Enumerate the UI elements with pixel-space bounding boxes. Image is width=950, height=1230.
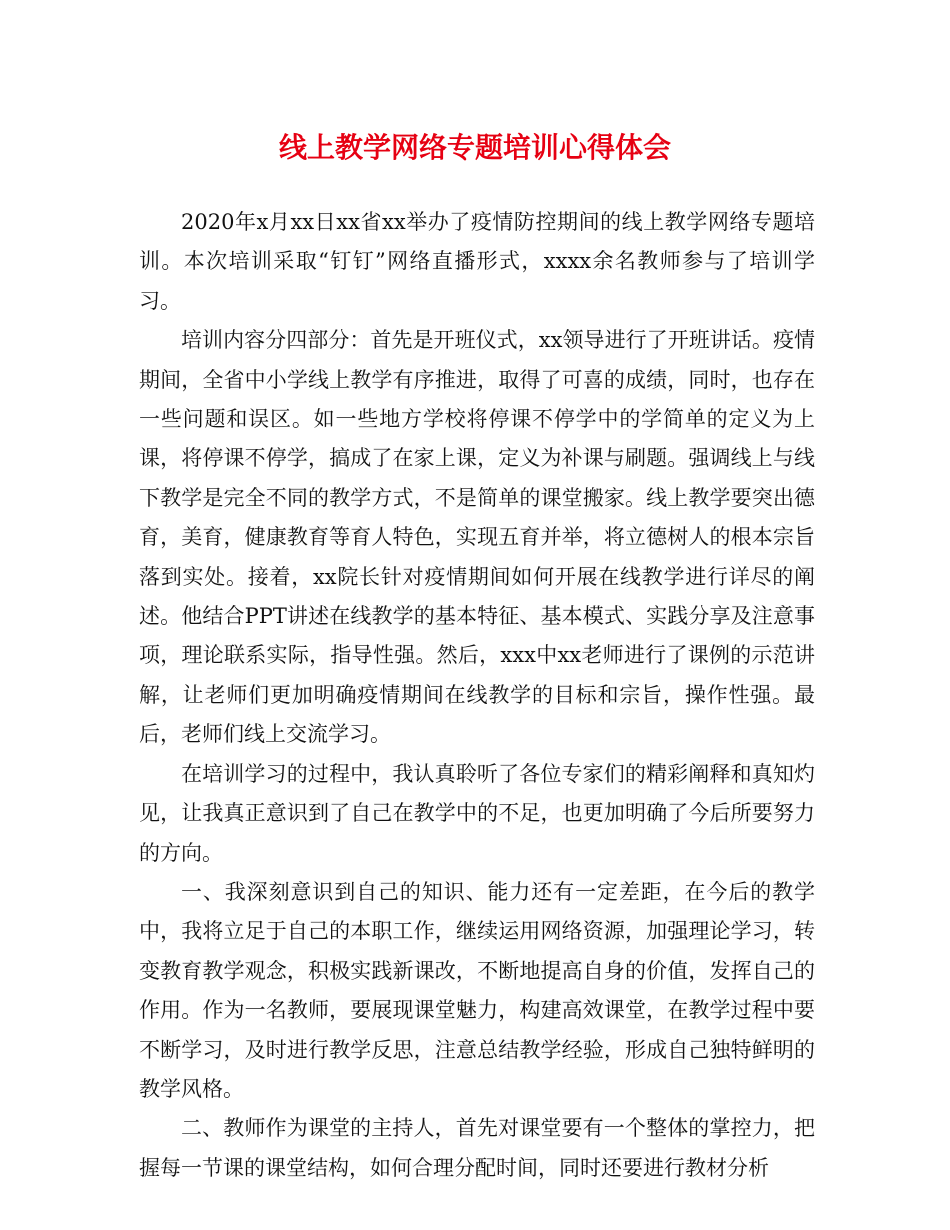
paragraph-point-two: 二、教师作为课堂的主持人，首先对课堂要有一个整体的掌控力，把握每一节课的课堂结构，如何合理分配时间，同时还要进行教材分析 [139, 1116, 815, 1180]
paragraph-reflection: 在培训学习的过程中，我认真聆听了各位专家们的精彩阐释和真知灼见，让我真正意识到了自己在教学中的不足，也更加明确了今后所要努力的方向。 [139, 761, 815, 865]
paragraph-intro: 2020年x月xx日xx省xx举办了疫情防控期间的线上教学网络专题培训。本次培训采取“钉钉”网络直播形式，xxxx余名教师参与了培训学习。 [139, 210, 815, 313]
document-body [139, 203, 815, 1188]
document-title: 线上教学网络专题培训心得体会 [278, 131, 671, 164]
paragraph-point-one: 一、我深刻意识到自己的知识、能力还有一定差距，在今后的教学中，我将立足于自己的本职工作，继续运用网络资源，加强理论学习，转变教育教学观念，积极实践新课改，不断地提高自身的价值，发挥自己的作用。作为一名教师，要展现课堂魅力，构建高效课堂，在教学过程中要不断学习，及时进行教学反思，注意总结教学经验，形成自己独特鲜明的教学风格。 [139, 879, 815, 1101]
paragraph-training-content: 培训内容分四部分：首先是开班仪式，xx领导进行了开班讲话。疫情期间，全省中小学线上教学有序推进，取得了可喜的成绩，同时，也存在一些问题和误区。如一些地方学校将停课不停学中的学简单的定义为上课，将停课不停学，搞成了在家上课，定义为补课与刷题。强调线上与线下教学是完全不同的教学方式，不是简单的课堂搬家。线上教学要突出德育，美育，健康教育等育人特色，实现五育并举，将立德树人的根本宗旨落到实处。接着，xx院长针对疫情期间如何开展在线教学进行详尽的阐述。他结合PPT讲述在线教学的基本特征、基本模式、实践分享及注意事项，理论联系实际，指导性强。然后，xxx中xx老师进行了课例的示范讲解，让老师们更加明确疫情期间在线教学的目标和宗旨，操作性强。最后，老师们线上交流学习。 [139, 328, 815, 747]
